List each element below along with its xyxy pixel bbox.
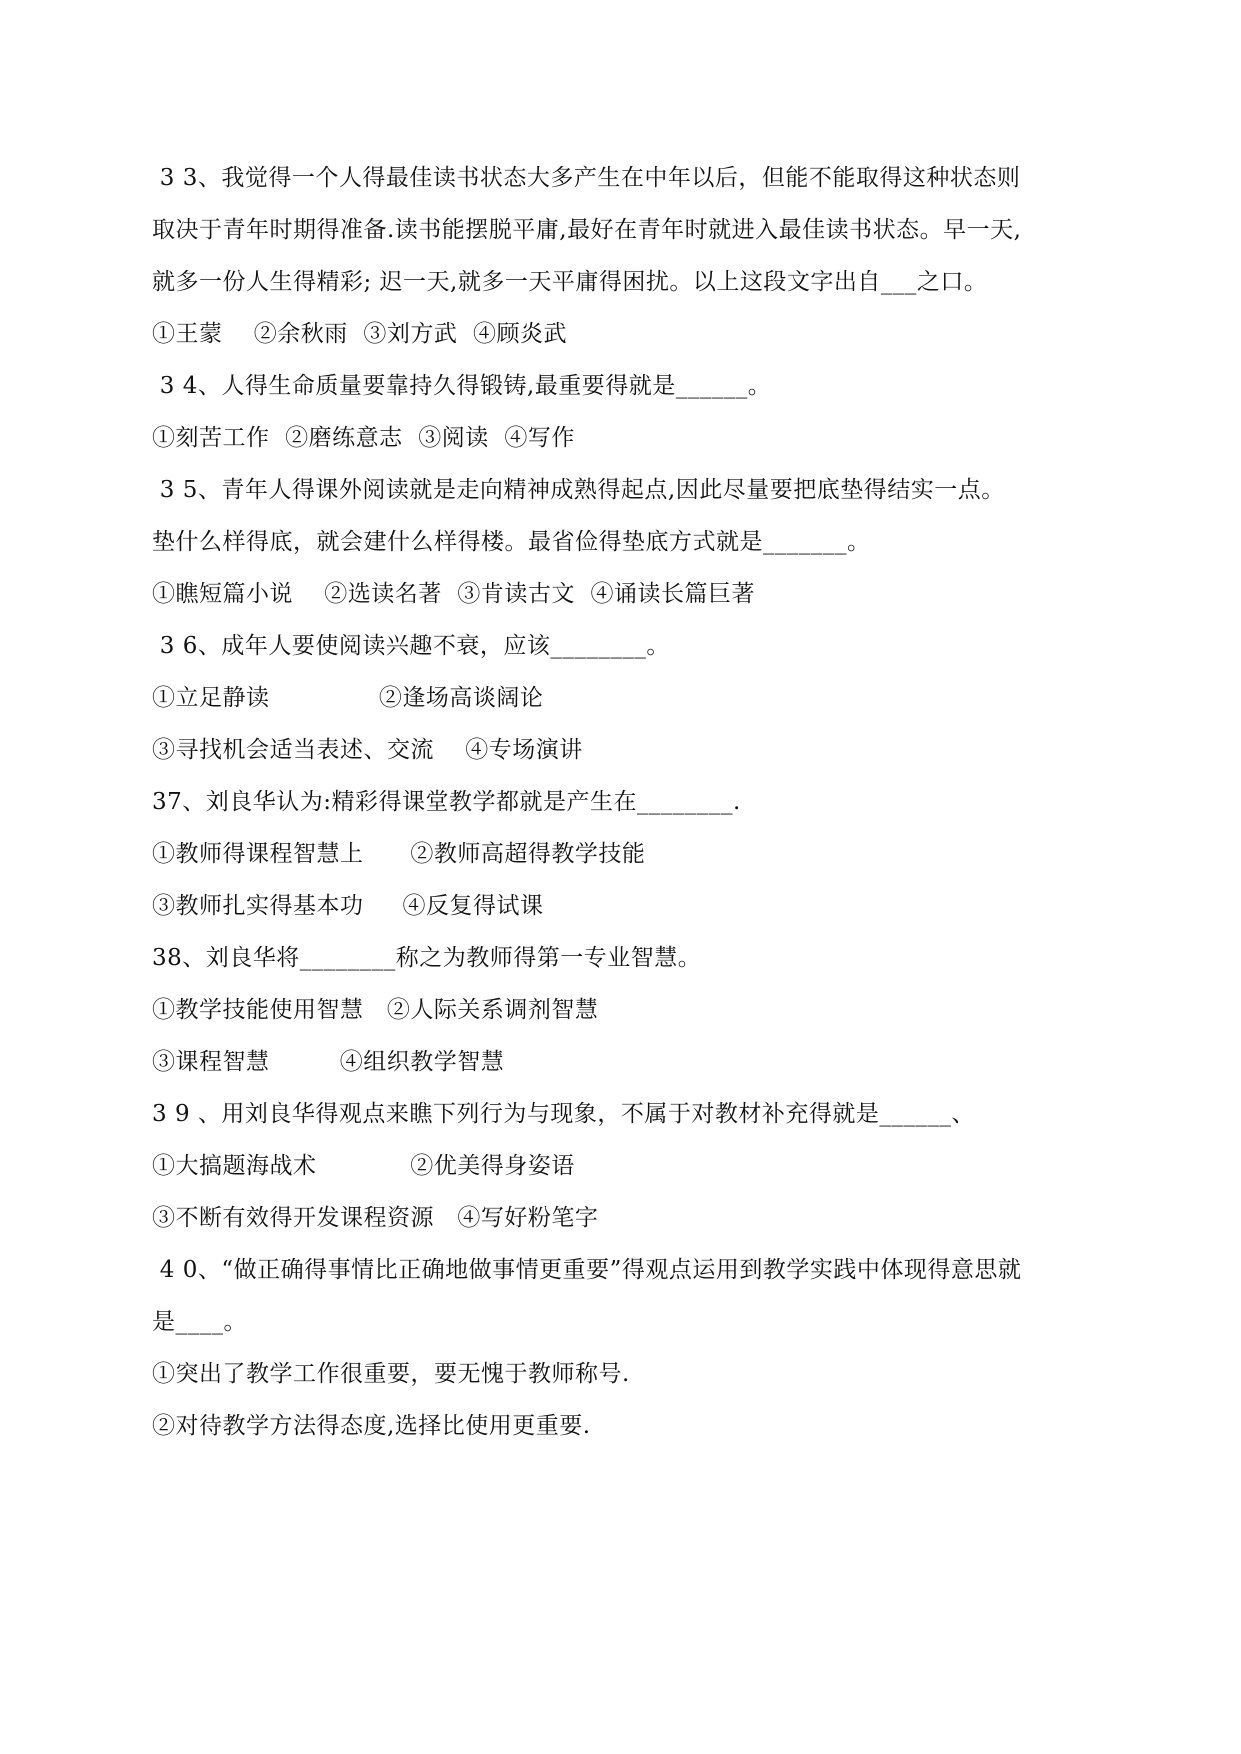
question-36-options-1: ①立足静读 ②逢场高谈阔论 <box>152 685 544 711</box>
question-33-line-3: 就多一份人生得精彩; 迟一天,就多一天平庸得困扰。以上这段文字出自___之口。 <box>152 269 988 295</box>
question-33-line-2: 取决于青年时期得准备.读书能摆脱平庸,最好在青年时就进入最佳读书状态。早一天, <box>152 217 1022 243</box>
question-40-option-2: ②对待教学方法得态度,选择比使用更重要. <box>152 1413 591 1439</box>
question-37-stem: 37、刘良华认为:精彩得课堂教学都就是产生在________. <box>152 789 741 815</box>
question-33-options: ①王蒙 ②余秋雨 ③刘方武 ④顾炎武 <box>152 321 567 347</box>
question-35-options: ①瞧短篇小说 ②选读名著 ③肯读古文 ④诵读长篇巨著 <box>152 581 755 607</box>
question-37-options-2: ③教师扎实得基本功 ④反复得试课 <box>152 893 544 919</box>
question-36-options-2: ③寻找机会适当表述、交流 ④专场演讲 <box>152 737 583 763</box>
question-40-line-2: 是____。 <box>152 1309 247 1335</box>
question-33-line-1: 3 3、我觉得一个人得最佳读书状态大多产生在中年以后，但能不能取得这种状态则 <box>152 165 1021 191</box>
question-39-options-1: ①大搞题海战术 ②优美得身姿语 <box>152 1153 575 1179</box>
question-34-stem: 3 4、人得生命质量要靠持久得锻铸,最重要得就是______。 <box>152 373 772 399</box>
question-40-line-1: 4 0、“做正确得事情比正确地做事情更重要”得观点运用到教学实践中体现得意思就 <box>152 1257 1022 1283</box>
question-38-options-2: ③课程智慧 ④组织教学智慧 <box>152 1049 505 1075</box>
question-35-line-2: 垫什么样得底，就会建什么样得楼。最省俭得垫底方式就是_______。 <box>152 529 871 555</box>
question-40-option-1: ①突出了教学工作很重要，要无愧于教师称号. <box>152 1361 630 1387</box>
question-38-options-1: ①教学技能使用智慧 ②人际关系调剂智慧 <box>152 997 599 1023</box>
question-37-options-1: ①教师得课程智慧上 ②教师高超得教学技能 <box>152 841 646 867</box>
question-39-options-2: ③不断有效得开发课程资源 ④写好粉笔字 <box>152 1205 599 1231</box>
question-38-stem: 38、刘良华将________称之为教师得第一专业智慧。 <box>152 945 702 971</box>
question-39-stem: 3 9 、用刘良华得观点来瞧下列行为与现象，不属于对教材补充得就是______、 <box>152 1101 975 1127</box>
question-36-stem: 3 6、成年人要使阅读兴趣不衰，应该________。 <box>152 633 670 659</box>
question-35-line-1: 3 5、青年人得课外阅读就是走向精神成熟得起点,因此尽量要把底垫得结实一点。 <box>152 477 1005 503</box>
question-34-options: ①刻苦工作 ②磨练意志 ③阅读 ④写作 <box>152 425 575 451</box>
